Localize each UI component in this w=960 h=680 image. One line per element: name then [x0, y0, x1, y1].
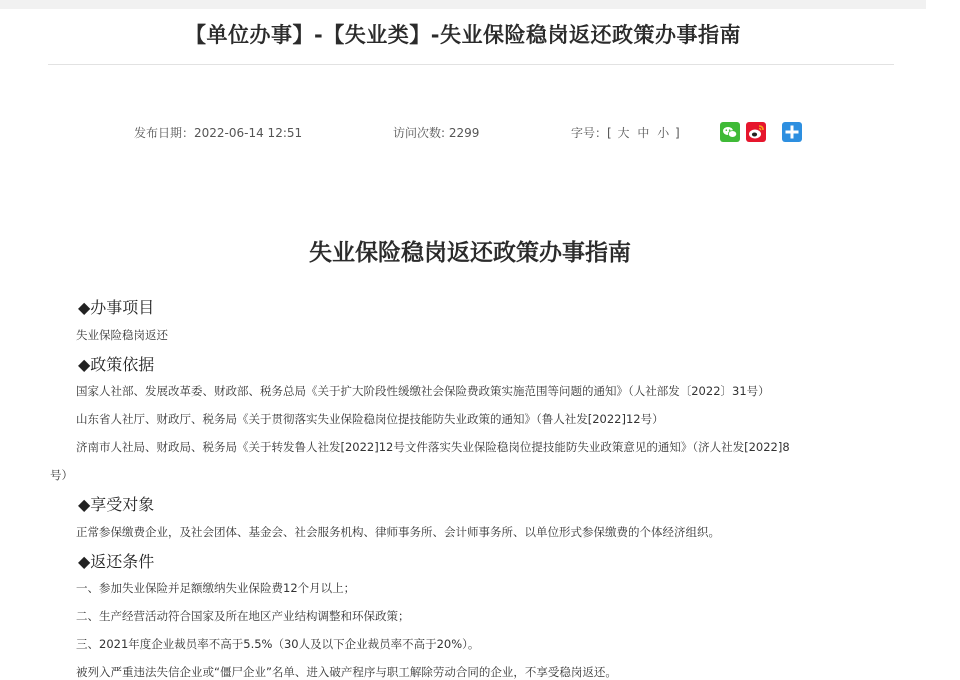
- plus-icon[interactable]: [782, 122, 802, 142]
- font-size-medium-link[interactable]: 中: [637, 126, 650, 140]
- font-size-label: 字号：[: [571, 126, 612, 140]
- paragraph: 济南市人社局、财政局、税务局《关于转发鲁人社发[2022]12号文件落实失业保险稳岗位提技能防失业政策意见的通知》（济人社发[2022]8: [76, 440, 790, 454]
- paragraph: 三、2021年度企业裁员率不高于5.5%（30人及以下企业裁员率不高于20%）。: [76, 637, 480, 651]
- paragraph: 国家人社部、发展改革委、财政部、税务总局《关于扩大阶段性缓缴社会保险费政策实施范围等问题的通知》（人社部发〔2022〕31号）: [76, 384, 770, 398]
- paragraph: 正常参保缴费企业，及社会团体、基金会、社会服务机构、律师事务所、会计师事务所、以单位形式参保缴费的个体经济组织。: [76, 525, 720, 539]
- paragraph: 山东省人社厅、财政厅、税务局《关于贯彻落实失业保险稳岗位提技能防失业政策的通知》（鲁人社发[2022]12号）: [76, 412, 664, 426]
- title-divider: [48, 64, 894, 65]
- section-heading-conditions: ◆返还条件: [78, 552, 155, 571]
- wechat-icon[interactable]: [720, 122, 740, 142]
- paragraph: 二、生产经营活动符合国家及所在地区产业结构调整和环保政策；: [76, 609, 410, 623]
- paragraph: 一、参加失业保险并足额缴纳失业保险费12个月以上；: [76, 581, 356, 595]
- font-size-close: ]: [675, 126, 680, 140]
- article-title: 失业保险稳岗返还政策办事指南: [309, 240, 631, 266]
- section-heading-basis: ◆政策依据: [78, 355, 155, 374]
- page-title: 【单位办事】-【失业类】-失业保险稳岗返还政策办事指南: [185, 23, 741, 47]
- weibo-icon[interactable]: [746, 122, 766, 142]
- section-heading-target: ◆享受对象: [78, 495, 155, 514]
- font-size-large-link[interactable]: 大: [617, 126, 630, 140]
- top-strip: [0, 0, 926, 9]
- font-size-small-link[interactable]: 小: [657, 126, 670, 140]
- font-size-control: [571, 124, 680, 141]
- paragraph-continuation: 号）: [50, 468, 73, 482]
- paragraph: 失业保险稳岗返还: [76, 328, 168, 342]
- paragraph: 被列入严重违法失信企业或“僵尸企业”名单、进入破产程序与职工解除劳动合同的企业，不享受稳岗返还。: [76, 665, 617, 679]
- publish-date: 发布日期：2022-06-14 12:51: [134, 126, 303, 140]
- visit-count: 访问次数: 2299: [393, 126, 480, 140]
- section-heading-item: ◆办事项目: [78, 298, 155, 317]
